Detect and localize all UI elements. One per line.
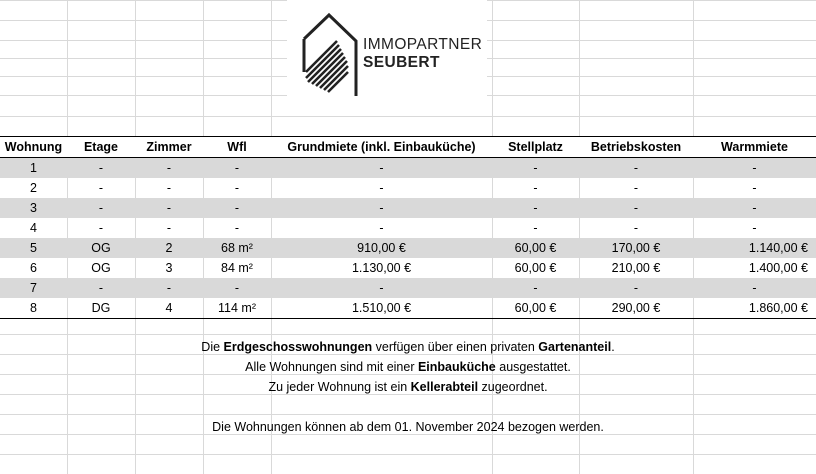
cell-wfl: 84 m² (221, 261, 253, 275)
cell-grundmiete: 910,00 € (271, 238, 492, 258)
cell-betriebskosten: 170,00 € (579, 238, 693, 258)
cell-wfl: - (203, 158, 271, 179)
table-row (0, 218, 816, 238)
cell-betriebskosten: 210,00 € (611, 261, 661, 275)
column-header-zimmer: Zimmer (135, 137, 203, 158)
house-logo-icon (301, 12, 359, 96)
note-text: Alle Wohnungen sind mit einer (245, 360, 418, 374)
logo-line-1: IMMOPARTNER (363, 36, 483, 53)
apartment-table (0, 136, 816, 319)
cell-wfl: - (234, 221, 240, 235)
note-text: Zu jeder Wohnung ist ein (268, 380, 411, 394)
note-kitchen (0, 357, 816, 377)
row-divider (0, 116, 816, 117)
cell-wfl: 114 m² (203, 298, 271, 319)
column-header-etage: Etage (67, 137, 135, 158)
cell-etage: - (98, 221, 104, 235)
table-row (0, 198, 816, 218)
cell-warmmiete: - (693, 278, 816, 298)
cell-wfl: - (203, 198, 271, 218)
cell-zimmer: 4 (135, 298, 203, 319)
cell-wohnung: 2 (30, 181, 37, 195)
note-move-in-date: Die Wohnungen können ab dem 01. November 2024 bezogen werden. (212, 420, 604, 434)
cell-zimmer: - (135, 198, 203, 218)
column-header-stellplatz: Stellplatz (492, 137, 579, 158)
note-bold-text: Kellerabteil (410, 380, 479, 394)
note-text: zugeordnet. (478, 380, 548, 394)
cell-zimmer: 2 (135, 238, 203, 258)
cell-grundmiete: - (271, 198, 492, 218)
cell-stellplatz: - (533, 221, 538, 235)
cell-etage: OG (67, 238, 135, 258)
cell-wohnung: 4 (30, 221, 37, 235)
note-cellar (0, 377, 816, 397)
note-text: . (611, 340, 615, 354)
cell-etage: - (67, 198, 135, 218)
row-divider (0, 334, 816, 335)
cell-wohnung: 1 (0, 158, 67, 179)
cell-stellplatz: - (533, 181, 538, 195)
cell-stellplatz: - (492, 278, 579, 298)
cell-wohnung: 8 (0, 298, 67, 319)
cell-etage: DG (67, 298, 135, 319)
table-row (0, 238, 816, 258)
company-logo (287, 0, 487, 112)
logo-line-2: SEUBERT (363, 54, 440, 71)
cell-warmmiete: - (693, 198, 816, 218)
cell-wohnung: 7 (0, 278, 67, 298)
notes-block (0, 337, 816, 437)
cell-wohnung: 3 (0, 198, 67, 218)
note-text: verfügen über einen privaten (372, 340, 539, 354)
cell-warmmiete: - (693, 158, 816, 179)
cell-stellplatz: 60,00 € (492, 238, 579, 258)
cell-zimmer: - (166, 181, 172, 195)
cell-grundmiete: - (379, 181, 384, 195)
note-bold-text: Gartenanteil (538, 340, 612, 354)
cell-etage: OG (91, 261, 111, 275)
note-bold-text: Einbauküche (417, 360, 496, 374)
cell-zimmer: - (135, 278, 203, 298)
note-garden (0, 337, 816, 357)
cell-betriebskosten: 290,00 € (579, 298, 693, 319)
cell-zimmer: - (135, 158, 203, 179)
note-spacer (0, 397, 816, 417)
cell-betriebskosten: - (633, 221, 639, 235)
column-header-warmmiete: Warmmiete (693, 137, 816, 158)
cell-wohnung: 6 (30, 261, 37, 275)
cell-betriebskosten: - (633, 181, 639, 195)
cell-warmmiete: - (752, 221, 757, 235)
cell-grundmiete: - (271, 278, 492, 298)
cell-grundmiete: 1.130,00 € (351, 261, 412, 275)
column-header-betriebskosten: Betriebskosten (579, 137, 693, 158)
cell-etage: - (98, 181, 104, 195)
cell-stellplatz: 60,00 € (514, 261, 557, 275)
cell-grundmiete: - (379, 221, 384, 235)
cell-stellplatz: 60,00 € (492, 298, 579, 319)
table-row (0, 158, 816, 179)
logo-wordmark (363, 36, 482, 72)
column-header-wohnung: Wohnung (0, 137, 67, 158)
row-divider (0, 454, 816, 455)
cell-betriebskosten: - (579, 198, 693, 218)
cell-wfl: 68 m² (203, 238, 271, 258)
column-header-grundmiete: Grundmiete (inkl. Einbauküche) (271, 137, 492, 158)
column-header-wfl: Wfl (203, 137, 271, 158)
table-row (0, 178, 816, 198)
cell-betriebskosten: - (579, 158, 693, 179)
cell-wfl: - (203, 278, 271, 298)
cell-betriebskosten: - (579, 278, 693, 298)
cell-warmmiete: 1.860,00 € (693, 298, 816, 319)
cell-warmmiete: 1.140,00 € (693, 238, 816, 258)
cell-stellplatz: - (492, 158, 579, 179)
table-row (0, 258, 816, 278)
table-row (0, 278, 816, 298)
cell-zimmer: 3 (165, 261, 173, 275)
table-header-row (0, 137, 816, 158)
note-bold-text: Erdgeschosswohnungen (223, 340, 373, 354)
cell-grundmiete: 1.510,00 € (271, 298, 492, 319)
cell-wohnung: 5 (0, 238, 67, 258)
cell-stellplatz: - (492, 198, 579, 218)
note-text: Die (201, 340, 224, 354)
cell-etage: - (67, 278, 135, 298)
cell-warmmiete: 1.400,00 € (748, 261, 808, 275)
table-row (0, 298, 816, 319)
cell-zimmer: - (166, 221, 172, 235)
cell-etage: - (67, 158, 135, 179)
cell-wfl: - (234, 181, 240, 195)
note-text: ausgestattet. (495, 360, 571, 374)
cell-grundmiete: - (271, 158, 492, 179)
cell-warmmiete: - (752, 181, 757, 195)
